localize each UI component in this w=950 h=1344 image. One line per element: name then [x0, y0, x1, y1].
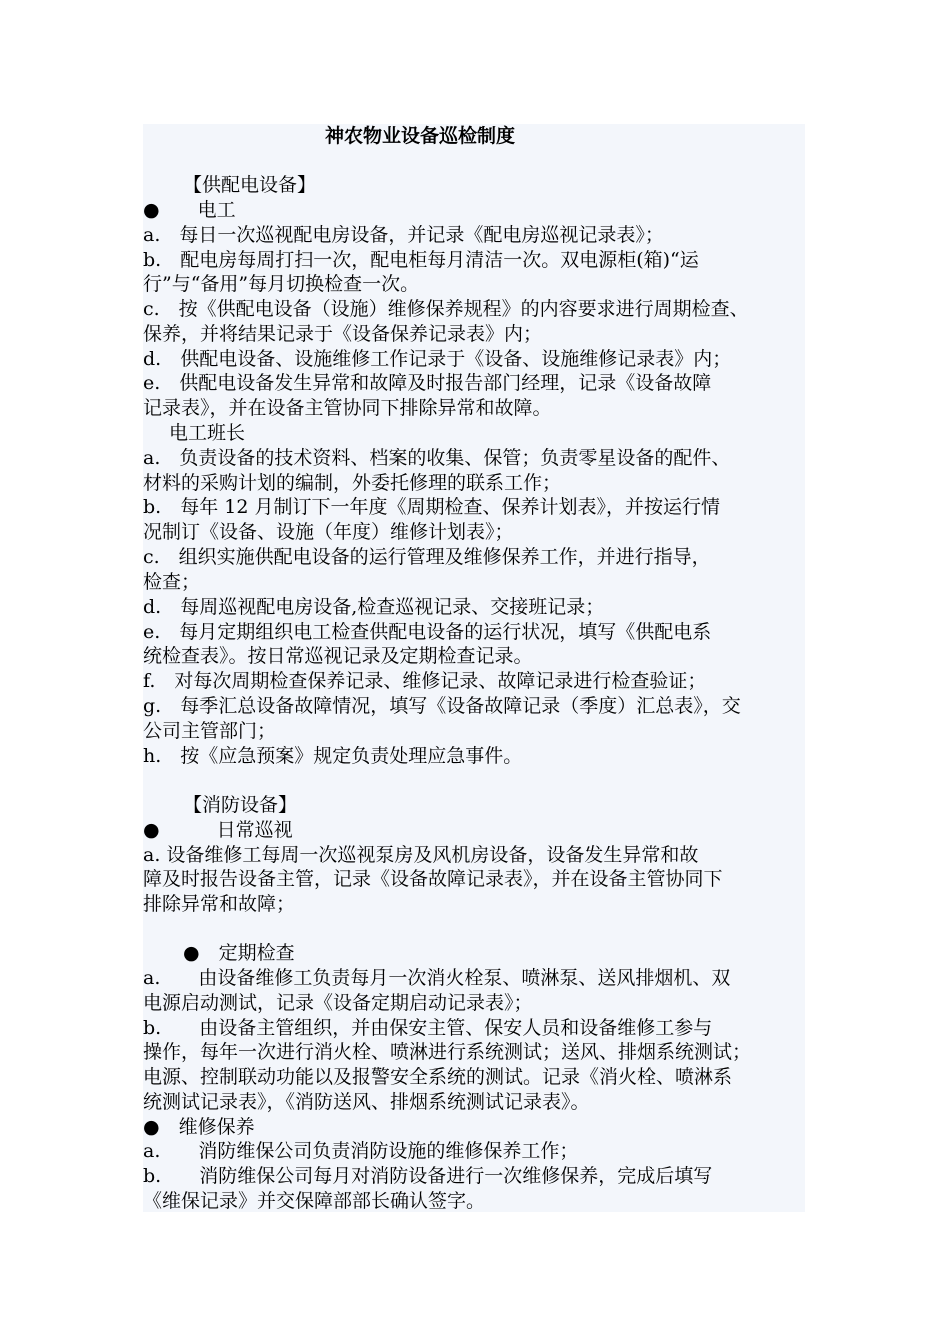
- text-line: 材料的采购计划的编制，外委托修理的联系工作；: [143, 472, 562, 494]
- text-line: 统检查表》。按日常巡视记录及定期检查记录。: [143, 645, 533, 667]
- text-line: a. 由设备维修工负责每月一次消火栓泵、喷淋泵、送风排烟机、双: [143, 967, 731, 989]
- text-line: c. 按《供配电设备（设施）维修保养规程》的内容要求进行周期检查、: [143, 298, 749, 320]
- document-title: 神农物业设备巡检制度: [325, 125, 516, 147]
- text-line: 电源启动测试，记录《设备定期启动记录表》；: [143, 992, 533, 1014]
- text-line: 公司主管部门；: [143, 720, 277, 742]
- text-line: a. 消防维保公司负责消防设施的维修保养工作；: [143, 1140, 579, 1162]
- text-line: d. 每周巡视配电房设备,检查巡视记录、交接班记录；: [143, 596, 605, 618]
- text-line: e. 供配电设备发生异常和故障及时报告部门经理，记录《设备故障: [143, 372, 712, 394]
- text-line: b. 由设备主管组织，并由保安主管、保安人员和设备维修工参与: [143, 1017, 713, 1039]
- subheading-maintenance: ● 维修保养: [143, 1116, 255, 1138]
- text-line: 况制订《设备、设施（年度）维修计划表》；: [143, 521, 514, 543]
- text-line: 障及时报告设备主管，记录《设备故障记录表》，并在设备主管协同下: [143, 868, 723, 890]
- text-line: b. 消防维保公司每月对消防设备进行一次维修保养，完成后填写: [143, 1165, 713, 1187]
- subheading-daily-inspection: ● 日常巡视: [143, 819, 293, 841]
- text-line: 操作，每年一次进行消火栓、喷淋进行系统测试；送风、排烟系统测试；: [143, 1041, 752, 1063]
- text-line: d. 供配电设备、设施维修工作记录于《设备、设施维修记录表》内；: [143, 348, 732, 370]
- text-line: 《维保记录》并交保障部部长确认签字。: [143, 1190, 486, 1212]
- section-heading-power: 【供配电设备】: [183, 174, 317, 196]
- subheading-periodic-check: ● 定期检查: [183, 942, 295, 964]
- text-line: a. 负责设备的技术资料、档案的收集、保管；负责零星设备的配件、: [143, 447, 731, 469]
- text-line: g. 每季汇总设备故障情况，填写《设备故障记录（季度）汇总表》，交: [143, 695, 741, 717]
- text-line: a. 每日一次巡视配电房设备，并记录《配电房巡视记录表》；: [143, 224, 664, 246]
- text-line: 检查；: [143, 571, 201, 593]
- subheading-electrician: ● 电工: [143, 199, 236, 221]
- text-line: c. 组织实施供配电设备的运行管理及维修保养工作，并进行指导，: [143, 546, 711, 568]
- text-line: 统测试记录表》，《消防送风、排烟系统测试记录表》。: [143, 1091, 590, 1113]
- section-heading-fire: 【消防设备】: [183, 794, 298, 816]
- text-line: 保养，并将结果记录于《设备保养记录表》内；: [143, 323, 543, 345]
- document-page: [143, 124, 805, 1212]
- text-line: e. 每月定期组织电工检查供配电设备的运行状况，填写《供配电系: [143, 621, 712, 643]
- text-line: 行”与“备用”每月切换检查一次。: [143, 273, 420, 295]
- text-line: b. 每年 12 月制订下一年度《周期检查、保养计划表》，并按运行情: [143, 496, 720, 518]
- text-line: a. 设备维修工每周一次巡视泵房及风机房设备，设备发生异常和故: [143, 844, 699, 866]
- text-line: f. 对每次周期检查保养记录、维修记录、故障记录进行检查验证；: [143, 670, 707, 692]
- text-line: 电源、控制联动功能以及报警安全系统的测试。记录《消火栓、喷淋系: [143, 1066, 733, 1088]
- text-line: 记录表》，并在设备主管协同下排除异常和故障。: [143, 397, 552, 419]
- text-line: h. 按《应急预案》规定负责处理应急事件。: [143, 745, 523, 767]
- subheading-electrician-lead: 电工班长: [169, 422, 246, 444]
- text-line: 排除异常和故障；: [143, 893, 296, 915]
- text-line: b. 配电房每周打扫一次，配电柜每月清洁一次。双电源柜(箱)“运: [143, 249, 699, 271]
